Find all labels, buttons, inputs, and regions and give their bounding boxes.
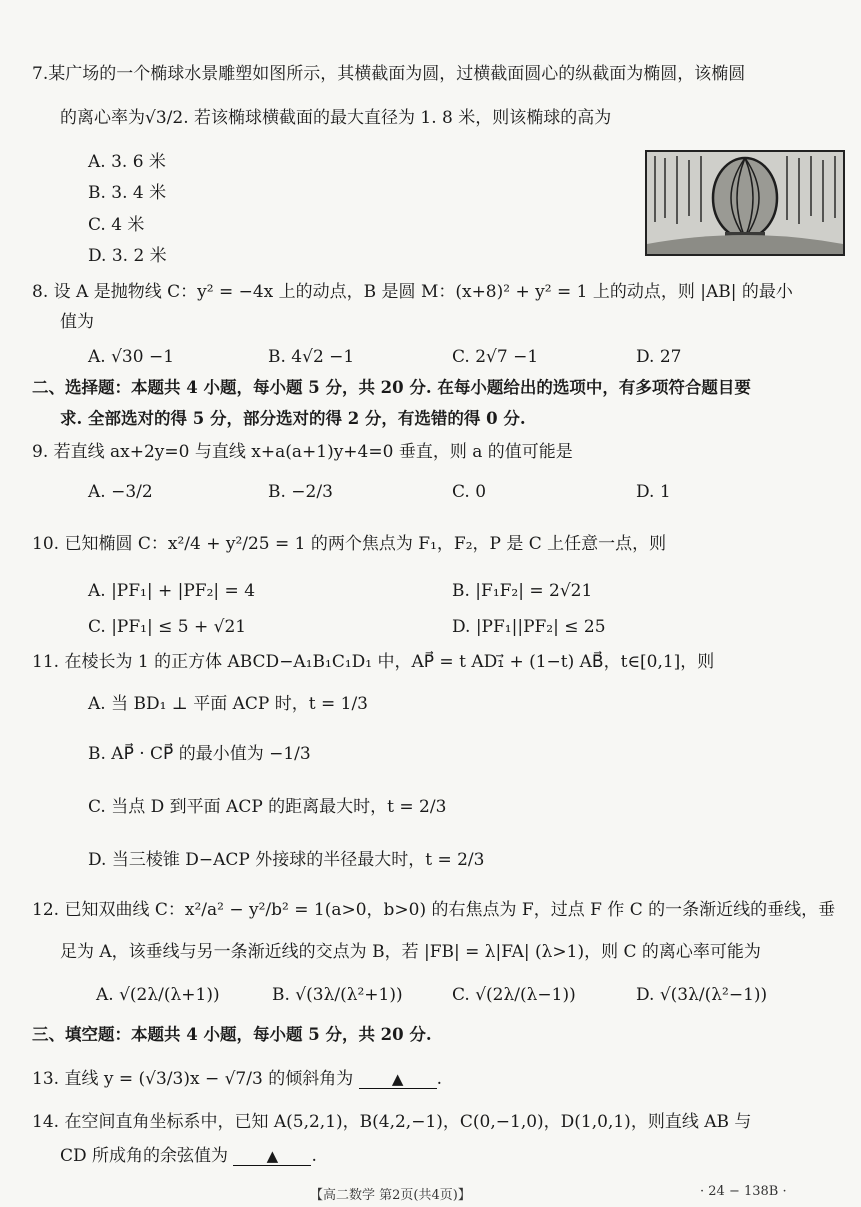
q11-option-b: B. AP⃗ · CP⃗ 的最小值为 −1/3 (88, 744, 311, 764)
q12-option-d: D. √(3λ/(λ²−1)) (636, 985, 768, 1005)
sculpture-photo-graphic (647, 152, 843, 254)
q13-stem: 13. 直线 y = (√3/3)x − √7/3 的倾斜角为 (32, 1069, 354, 1089)
q9-option-c: C. 0 (452, 482, 487, 502)
section2-heading-line1: 二、选择题：本题共 4 小题，每小题 5 分，共 20 分. 在每小题给出的选项中，有多项符合题目要 (32, 378, 751, 397)
q10-option-b: B. |F₁F₂| = 2√21 (452, 581, 593, 601)
q8-line1: 8. 设 A 是抛物线 C：y² = −4x 上的动点，B 是圆 M：(x+8)² + y² = 1 上的动点，则 |AB| 的最小 (32, 282, 793, 302)
q13-line (32, 1067, 442, 1091)
q12-option-c: C. √(2λ/(λ−1)) (452, 985, 576, 1005)
footer-code: · 24 − 138B · (700, 1184, 787, 1199)
q11-option-a: A. 当 BD₁ ⊥ 平面 ACP 时，t = 1/3 (88, 694, 368, 714)
sculpture-photo (645, 150, 845, 256)
q8-option-b: B. 4√2 −1 (268, 347, 355, 367)
q12-option-a: A. √(2λ/(λ+1)) (96, 985, 220, 1005)
q12-line1: 12. 已知双曲线 C：x²/a² − y²/b² = 1(a>0，b>0) 的右焦点为 F，过点 F 作 C 的一条渐近线的垂线，垂 (32, 900, 836, 920)
q9-stem: 9. 若直线 ax+2y=0 与直线 x+a(a+1)y+4=0 垂直，则 a 的值可能是 (32, 442, 573, 462)
q13-answer-blank[interactable]: ▲ (359, 1070, 437, 1089)
q7-option-d: D. 3. 2 米 (88, 246, 167, 266)
q14-line1: 14. 在空间直角坐标系中，已知 A(5,2,1)，B(4,2,−1)，C(0,−1,0)，D(1,0,1)，则直线 AB 与 (32, 1112, 752, 1132)
q8-option-a: A. √30 −1 (88, 347, 175, 367)
q12-line2: 足为 A，该垂线与另一条渐近线的交点为 B，若 |FB| = λ|FA| (λ>1)，则 C 的离心率可能为 (60, 942, 761, 962)
q8-line2: 值为 (60, 312, 94, 332)
q8-option-c: C. 2√7 −1 (452, 347, 539, 367)
q8-option-d: D. 27 (636, 347, 682, 367)
q14-stem-end: CD 所成角的余弦值为 (60, 1146, 229, 1166)
q14-answer-blank[interactable]: ▲ (233, 1147, 311, 1166)
q7-line1: 7.某广场的一个椭球水景雕塑如图所示，其横截面为圆，过横截面圆心的纵截面为椭圆，该椭圆 (32, 64, 746, 84)
q11-stem: 11. 在棱长为 1 的正方体 ABCD−A₁B₁C₁D₁ 中，AP⃗ = t AD₁⃗ + (1−t) AB⃗，t∈[0,1]，则 (32, 652, 715, 672)
q10-stem: 10. 已知椭圆 C：x²/4 + y²/25 = 1 的两个焦点为 F₁，F₂，P 是 C 上任意一点，则 (32, 534, 667, 554)
q11-option-d: D. 当三棱锥 D−ACP 外接球的半径最大时，t = 2/3 (88, 850, 485, 870)
q11-option-c: C. 当点 D 到平面 ACP 的距离最大时，t = 2/3 (88, 797, 447, 817)
q9-option-a: A. −3/2 (88, 482, 153, 502)
q10-option-c: C. |PF₁| ≤ 5 + √21 (88, 617, 247, 637)
q9-option-d: D. 1 (636, 482, 671, 502)
q7-option-b: B. 3. 4 米 (88, 183, 167, 203)
q9-option-b: B. −2/3 (268, 482, 333, 502)
footer-page-label: 【高二数学 第2页(共4页)】 (310, 1188, 471, 1203)
q14-line2 (60, 1144, 317, 1168)
q10-option-d: D. |PF₁||PF₂| ≤ 25 (452, 617, 606, 637)
q14-end: . (311, 1146, 317, 1166)
q7-option-c: C. 4 米 (88, 215, 145, 235)
q10-option-a: A. |PF₁| + |PF₂| = 4 (88, 581, 256, 601)
q7-option-a: A. 3. 6 米 (88, 152, 166, 172)
q13-end: . (436, 1069, 443, 1089)
section3-heading: 三、填空题：本题共 4 小题，每小题 5 分，共 20 分. (32, 1025, 432, 1044)
q12-option-b: B. √(3λ/(λ²+1)) (272, 985, 403, 1005)
section2-heading-line2: 求. 全部选对的得 5 分，部分选对的得 2 分，有选错的得 0 分. (60, 409, 526, 428)
q7-line2: 的离心率为√3/2. 若该椭球横截面的最大直径为 1. 8 米，则该椭球的高为 (60, 108, 612, 128)
